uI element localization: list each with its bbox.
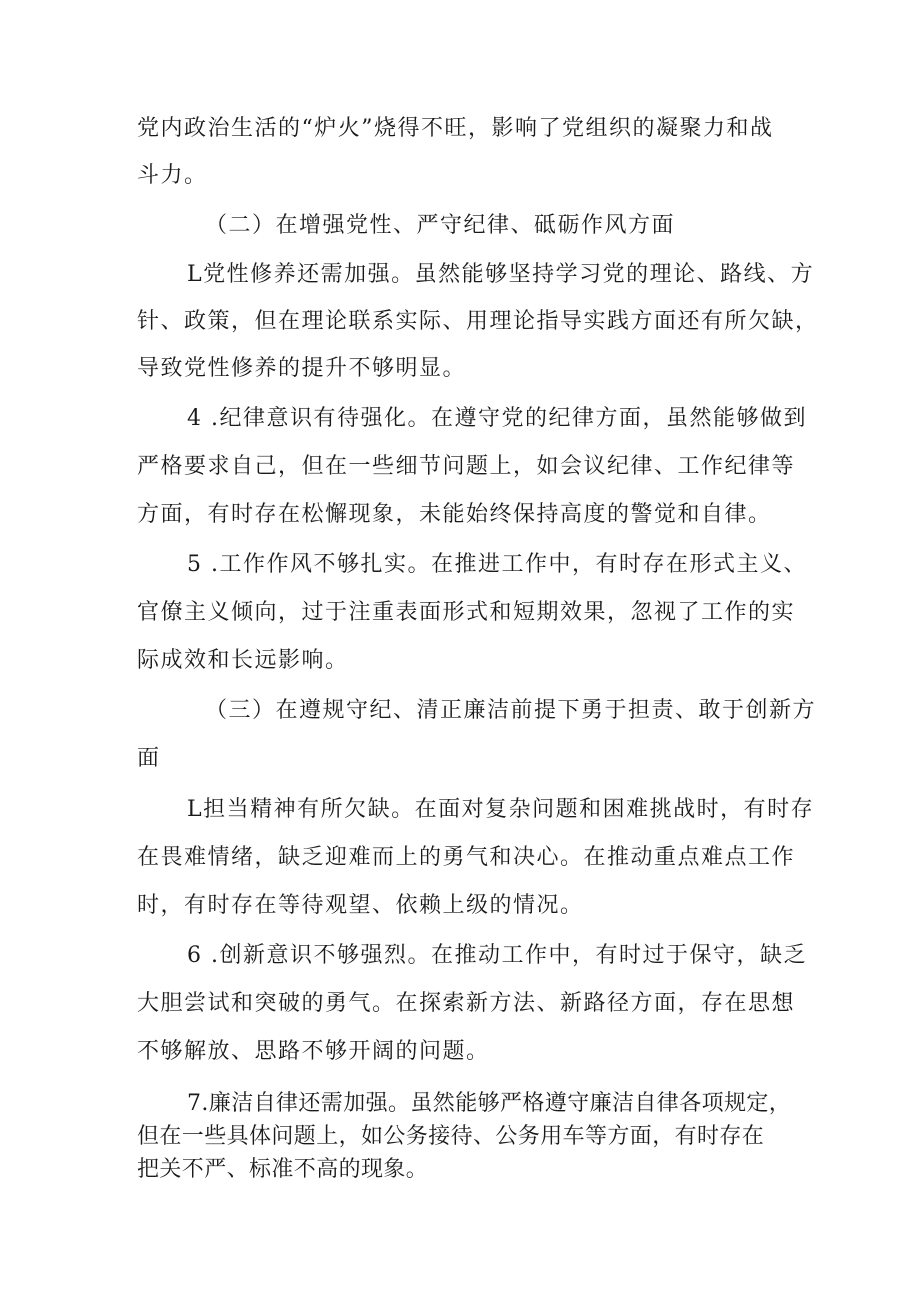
paragraph-line: 导致党性修养的提升不够明显。: [137, 356, 467, 381]
paragraph-line: 4 .纪律意识有待强化。在遵守党的纪律方面，虽然能够做到: [187, 406, 807, 431]
section-heading-2: （二）在增强党性、严守纪律、砥砺作风方面: [205, 213, 676, 238]
paragraph-line: 在畏难情绪，缺乏迎难而上的勇气和决心。在推动重点难点工作: [137, 845, 796, 870]
paragraph-line: 7.廉洁自律还需加强。虽然能够严格遵守廉洁自律各项规定，: [187, 1091, 792, 1116]
paragraph-line: L党性修养还需加强。虽然能够坚持学习党的理论、路线、方: [187, 262, 815, 287]
paragraph-line: L担当精神有所欠缺。在面对复杂问题和困难挑战时，有时存: [187, 797, 815, 822]
paragraph-line: 斗力。: [137, 163, 208, 188]
paragraph-line: 时，有时存在等待观望、依赖上级的情况。: [137, 893, 584, 918]
section-heading-3: （三）在遵规守纪、清正廉洁前提下勇于担责、敢于创新方: [205, 698, 817, 723]
paragraph-line: 不够解放、思路不够开阔的问题。: [137, 1039, 490, 1064]
paragraph-line: 党内政治生活的“炉火”烧得不旺，影响了党组织的凝聚力和战: [137, 116, 774, 141]
paragraph-line: 把关不严、标准不高的现象。: [137, 1157, 429, 1182]
section-heading-3-continuation: 面: [137, 746, 161, 771]
paragraph-line: 针、政策，但在理论联系实际、用理论指导实践方面还有所欠缺，: [137, 309, 819, 334]
paragraph-line: 官僚主义倾向，过于注重表面形式和短期效果，忽视了工作的实: [137, 600, 796, 625]
paragraph-line: 6 .创新意识不够强烈。在推动工作中，有时过于保守，缺乏: [187, 943, 807, 968]
paragraph-line: 5 .工作作风不够扎实。在推进工作中，有时存在形式主义、: [187, 552, 807, 577]
paragraph-line: 大胆尝试和突破的勇气。在探索新方法、新路径方面，存在思想: [137, 991, 796, 1016]
paragraph-line: 但在一些具体问题上，如公务接待、公务用车等方面，有时存在: [137, 1124, 765, 1149]
paragraph-line: 际成效和长远影响。: [137, 648, 349, 673]
paragraph-line: 严格要求自己，但在一些细节问题上，如会议纪律、工作纪律等: [137, 454, 796, 479]
paragraph-line: 方面，有时存在松懈现象，未能始终保持高度的警觉和自律。: [137, 502, 772, 527]
